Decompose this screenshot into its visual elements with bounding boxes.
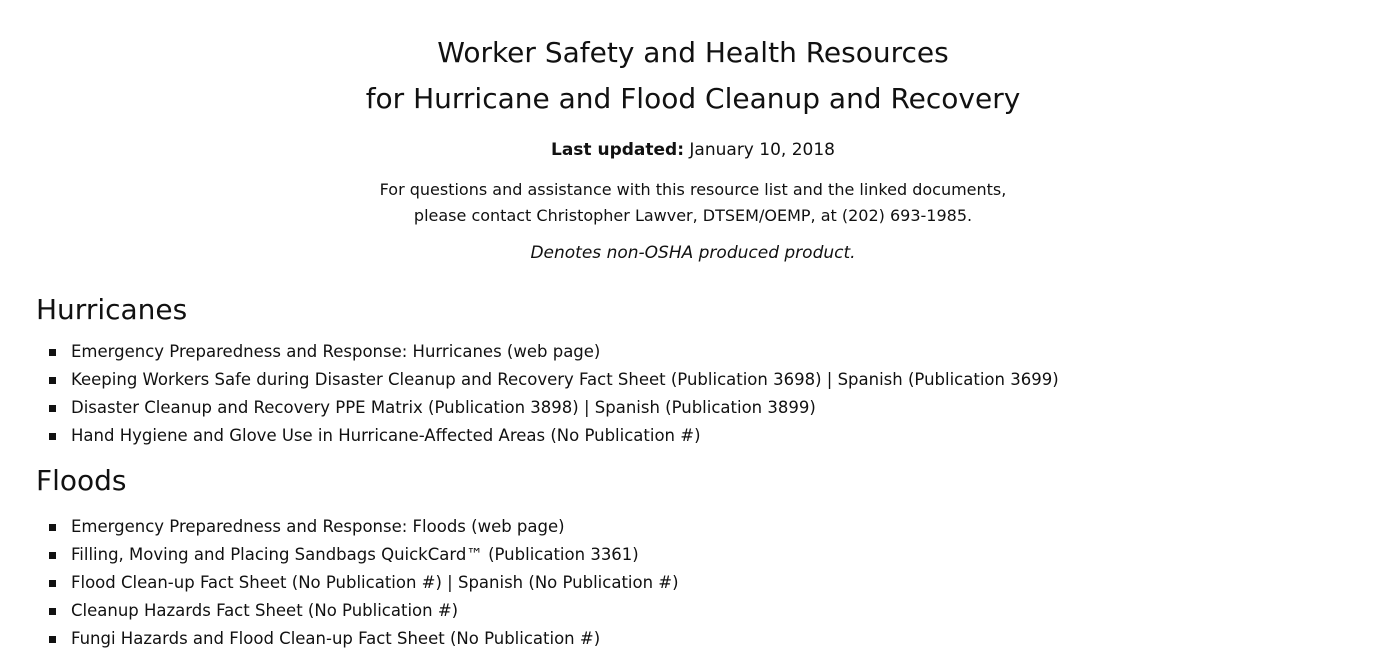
- list-item-text[interactable]: Disaster Cleanup and Recovery PPE Matrix (Publication 3898) | Spanish (Publication 3899): [71, 398, 816, 417]
- section-heading-hurricanes: Hurricanes: [36, 293, 188, 326]
- square-bullet-icon: [49, 405, 56, 412]
- list-item[interactable]: [36, 513, 1350, 541]
- square-bullet-icon: [49, 377, 56, 384]
- contact-line-2: please contact Christopher Lawver, DTSEM/OEMP, at (202) 693-1985.: [413, 206, 973, 225]
- contact-line-1: For questions and assistance with this resource list and the linked documents,: [379, 180, 1007, 199]
- square-bullet-icon: [49, 349, 56, 356]
- square-bullet-icon: [49, 433, 56, 440]
- list-item[interactable]: [36, 394, 1350, 422]
- square-bullet-icon: [49, 552, 56, 559]
- page: [0, 30, 1386, 672]
- square-bullet-icon: [49, 524, 56, 531]
- list-item[interactable]: [36, 422, 1350, 450]
- list-item[interactable]: [36, 338, 1350, 366]
- list-item-text[interactable]: Keeping Workers Safe during Disaster Cleanup and Recovery Fact Sheet (Publication 3698) | Spanish (Publication 3699): [71, 370, 1059, 389]
- last-updated: [36, 139, 1350, 161]
- list-item-text[interactable]: Emergency Preparedness and Response: Hurricanes (web page): [71, 342, 601, 361]
- list-item[interactable]: [36, 366, 1350, 394]
- list-item-text[interactable]: Flood Clean-up Fact Sheet (No Publication #) | Spanish (No Publication #): [71, 573, 679, 592]
- list-item-text[interactable]: Filling, Moving and Placing Sandbags QuickCard™ (Publication 3361): [71, 545, 639, 564]
- title-line-2: for Hurricane and Flood Cleanup and Recovery: [365, 82, 1021, 115]
- list-item-text[interactable]: Emergency Preparedness and Response: Floods (web page): [71, 517, 565, 536]
- list-item-text[interactable]: Hand Hygiene and Glove Use in Hurricane-Affected Areas (No Publication #): [71, 426, 701, 445]
- floods-resource-list: [36, 513, 1350, 653]
- list-item[interactable]: [36, 625, 1350, 653]
- hurricanes-resource-list: [36, 338, 1350, 450]
- square-bullet-icon: [49, 580, 56, 587]
- last-updated-label: Last updated:: [551, 140, 685, 160]
- square-bullet-icon: [49, 608, 56, 615]
- last-updated-date: January 10, 2018: [689, 140, 835, 160]
- contact-info: [36, 177, 1350, 229]
- list-item[interactable]: [36, 597, 1350, 625]
- list-item-text[interactable]: Cleanup Hazards Fact Sheet (No Publication #): [71, 601, 459, 620]
- page-title: [36, 30, 1350, 122]
- square-bullet-icon: [49, 636, 56, 643]
- list-item[interactable]: [36, 569, 1350, 597]
- list-item[interactable]: [36, 541, 1350, 569]
- section-heading-floods: Floods: [36, 464, 127, 497]
- title-line-1: Worker Safety and Health Resources: [437, 36, 949, 69]
- list-item-text[interactable]: Fungi Hazards and Flood Clean-up Fact Sheet (No Publication #): [71, 629, 601, 648]
- non-osha-note: Denotes non-OSHA produced product.: [530, 243, 856, 263]
